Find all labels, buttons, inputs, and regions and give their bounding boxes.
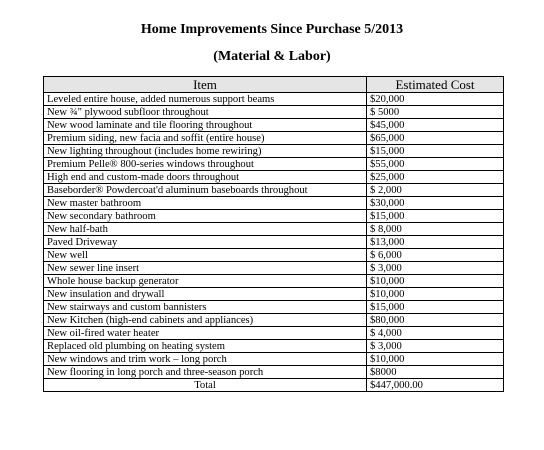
item-cell: Premium Pelle® 800-series windows throughout [44,158,367,171]
item-cell: Premium siding, new facia and soffit (entire house) [44,132,367,145]
cost-cell: $10,000 [367,275,504,288]
table-row [44,132,504,145]
improvements-table [43,76,504,392]
cost-cell: $25,000 [367,171,504,184]
table-row [44,262,504,275]
table-row [44,366,504,379]
cost-cell: $ 3,000 [367,262,504,275]
page-subtitle: (Material & Labor) [213,49,331,64]
table-header-row [44,77,504,93]
cost-cell: $15,000 [367,301,504,314]
cost-cell: $13,000 [367,236,504,249]
item-cell: New well [44,249,367,262]
table-row [44,288,504,301]
table-row [44,197,504,210]
item-cell: High end and custom-made doors throughout [44,171,367,184]
item-cell: New secondary bathroom [44,210,367,223]
table-row [44,184,504,197]
cost-cell: $8000 [367,366,504,379]
cost-cell: $10,000 [367,288,504,301]
cost-cell: $ 8,000 [367,223,504,236]
cost-cell: $ 4,000 [367,327,504,340]
table-row [44,275,504,288]
table-row [44,340,504,353]
column-header-item: Item [44,77,367,93]
cost-cell: $30,000 [367,197,504,210]
cost-cell: $65,000 [367,132,504,145]
item-cell: Baseborder® Powdercoat'd aluminum baseboards throughout [44,184,367,197]
table-row [44,223,504,236]
item-cell: New wood laminate and tile flooring throughout [44,119,367,132]
item-cell: New ¾" plywood subfloor throughout [44,106,367,119]
item-cell: Replaced old plumbing on heating system [44,340,367,353]
cost-cell: $45,000 [367,119,504,132]
cost-cell: $20,000 [367,93,504,106]
item-cell: Paved Driveway [44,236,367,249]
table-row [44,145,504,158]
table-row [44,119,504,132]
table-row [44,106,504,119]
total-label: Total [44,379,367,392]
item-cell: New insulation and drywall [44,288,367,301]
item-cell: New master bathroom [44,197,367,210]
table-row [44,93,504,106]
item-cell: New half-bath [44,223,367,236]
table-row [44,158,504,171]
item-cell: New oil-fired water heater [44,327,367,340]
item-cell: New windows and trim work – long porch [44,353,367,366]
item-cell: New flooring in long porch and three-season porch [44,366,367,379]
item-cell: New Kitchen (high-end cabinets and appliances) [44,314,367,327]
table-row [44,353,504,366]
table-row [44,301,504,314]
item-cell: New stairways and custom bannisters [44,301,367,314]
item-cell: Leveled entire house, added numerous support beams [44,93,367,106]
column-header-estimated-cost: Estimated Cost [367,77,504,93]
table-row [44,210,504,223]
item-cell: Whole house backup generator [44,275,367,288]
cost-cell: $15,000 [367,210,504,223]
table-row [44,249,504,262]
table-row [44,236,504,249]
cost-cell: $80,000 [367,314,504,327]
cost-cell: $10,000 [367,353,504,366]
item-cell: New lighting throughout (includes home rewiring) [44,145,367,158]
cost-cell: $ 6,000 [367,249,504,262]
total-row [44,379,504,392]
page-title: Home Improvements Since Purchase 5/2013 [140,22,404,37]
table-row [44,314,504,327]
cost-cell: $ 2,000 [367,184,504,197]
cost-cell: $55,000 [367,158,504,171]
item-cell: New sewer line insert [44,262,367,275]
cost-cell: $15,000 [367,145,504,158]
cost-cell: $ 5000 [367,106,504,119]
total-value: $447,000.00 [367,379,504,392]
cost-cell: $ 3,000 [367,340,504,353]
table-row [44,327,504,340]
table-row [44,171,504,184]
